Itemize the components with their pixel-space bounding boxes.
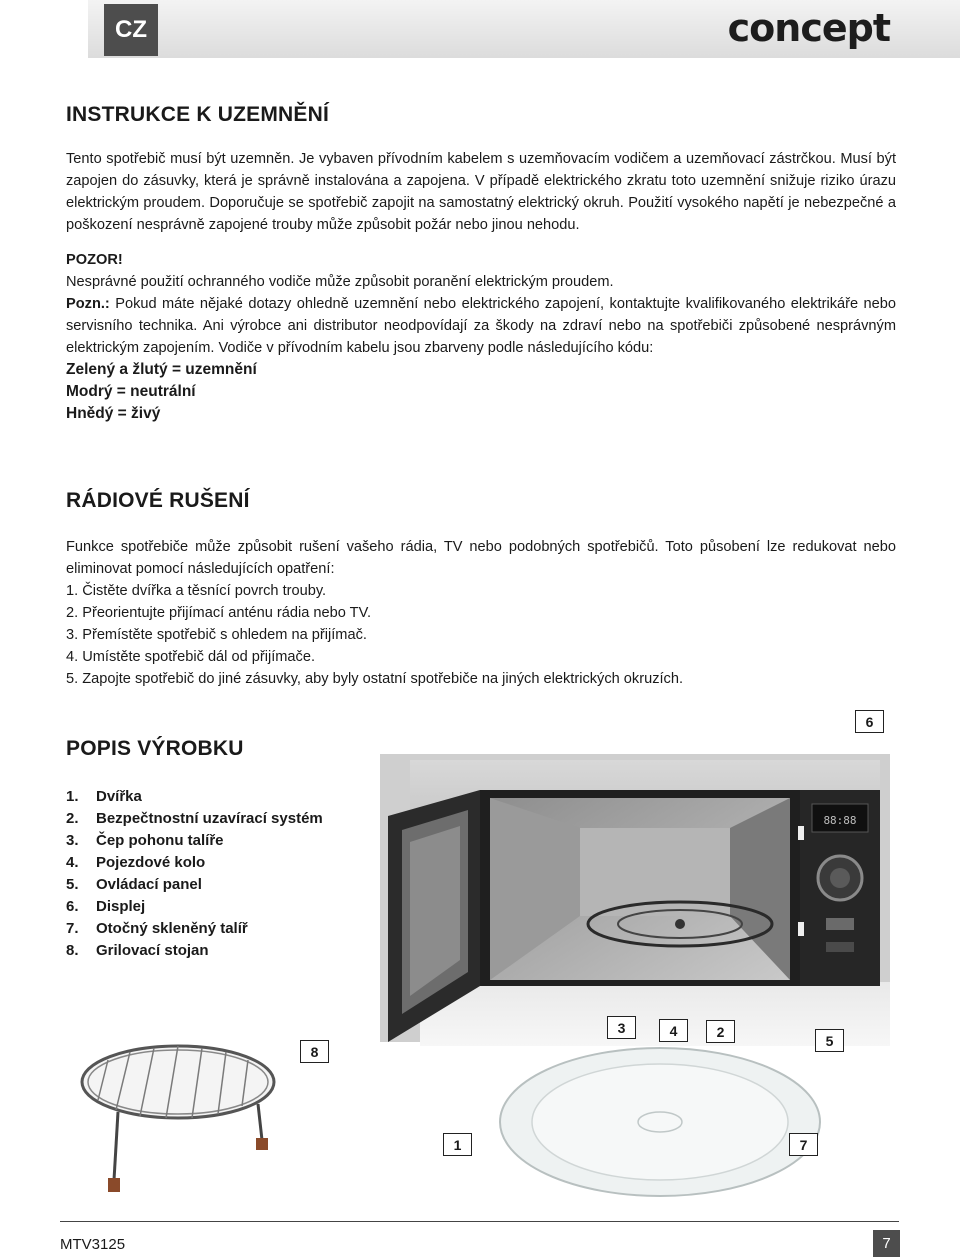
product-title: POPIS VÝROBKU [66,737,244,760]
callout-7: 7 [789,1133,818,1156]
callout-6: 6 [855,710,884,733]
radio-step: 3. Přemístěte spotřebič s ohledem na přijímač. [66,627,367,643]
callout-8: 8 [300,1040,329,1063]
wire-code-blue: Modrý = neutrální [66,383,196,400]
callout-4: 4 [659,1019,688,1042]
wire-code-brown: Hnědý = živý [66,405,161,422]
callout-1: 1 [443,1133,472,1156]
parts-list-item: 6. Displej [66,898,146,915]
parts-list-item: 2. Bezpečtnostní uzavírací systém [66,810,323,827]
footer-divider [60,1221,899,1222]
parts-list-item: 4. Pojezdové kolo [66,854,206,871]
page-number: 7 [873,1230,900,1257]
footer-model: MTV3125 [60,1236,126,1253]
wire-code-green: Zelený a žlutý = uzemnění [66,361,257,378]
callout-3: 3 [607,1016,636,1039]
grounding-text-block [66,148,896,425]
note-text: Pokud máte nějaké dotazy ohledně uzemnění nebo elektrického zapojení, kontaktujte kvalifikovaného elektrikáře nebo servisního technika. Ani výrobce ani distributor neodpovídají za škody na zdraví nebo na spotřebiči způsobené nesprávným elektrickým zapojením. Vodiče v přívodním kabelu jsou zbarveny podle následujícího kódu: [66,296,896,356]
parts-list-item: 5. Ovládací panel [66,876,202,893]
parts-list-item: 3. Čep pohonu talíře [66,832,224,849]
svg-text:88:88: 88:88 [823,814,857,827]
radio-intro: Funkce spotřebiče může způsobit rušení vašeho rádia, TV nebo podobných spotřebičů. Toto působení lze redukovat nebo eliminovat pomocí následujících opatření: [66,539,896,577]
brand-logo: concept [727,6,890,50]
grounding-paragraph: Tento spotřebič musí být uzemněn. Je vybaven přívodním kabelem s uzemňovacím vodičem a uzemňovací zástrčkou. Musí být zapojen do zásuvky, která je správně instalována a zapojena. V případě elektrického zkratu toto uzemnění snižuje riziko úrazu elektrickým proudem. Doporučuje se spotřebič zapojit na samostatný elektrický okruh. Použití vysokého napětí je nebezpečné a poškození nesprávně zapojené trouby může způsobit požár nebo jinou nehodu. [66,151,896,233]
radio-title: RÁDIOVÉ RUŠENÍ [66,489,250,512]
warning-text: Nesprávné použití ochranného vodiče může způsobit poranění elektrickým proudem. [66,274,614,290]
radio-step: 2. Přeorientujte přijímací anténu rádia nebo TV. [66,605,372,621]
parts-list-item: 8. Grilovací stojan [66,942,209,959]
grounding-title: INSTRUKCE K UZEMNĚNÍ [66,103,330,126]
warning-label: POZOR! [66,252,123,268]
parts-list-item: 7. Otočný skleněný talíř [66,920,248,937]
radio-step: 1. Čistěte dvířka a těsnící povrch trouby. [66,583,327,599]
note-paragraph [66,293,896,359]
radio-step: 4. Umístěte spotřebič dál od přijímače. [66,649,316,665]
glass-plate-illustration [498,1040,822,1204]
note-label: Pozn.: [66,296,110,312]
language-badge: CZ [104,4,158,56]
callout-5: 5 [815,1029,844,1052]
radio-step: 5. Zapojte spotřebič do jiné zásuvky, aby byly ostatní spotřebiče na jiných elektrických okruzích. [66,671,684,687]
microwave-illustration [350,746,890,1046]
callout-2: 2 [706,1020,735,1043]
radio-text-block [66,536,896,690]
parts-list [66,786,323,962]
parts-list-item: 1. Dvířka [66,788,142,805]
grill-rack-illustration [78,1040,308,1200]
